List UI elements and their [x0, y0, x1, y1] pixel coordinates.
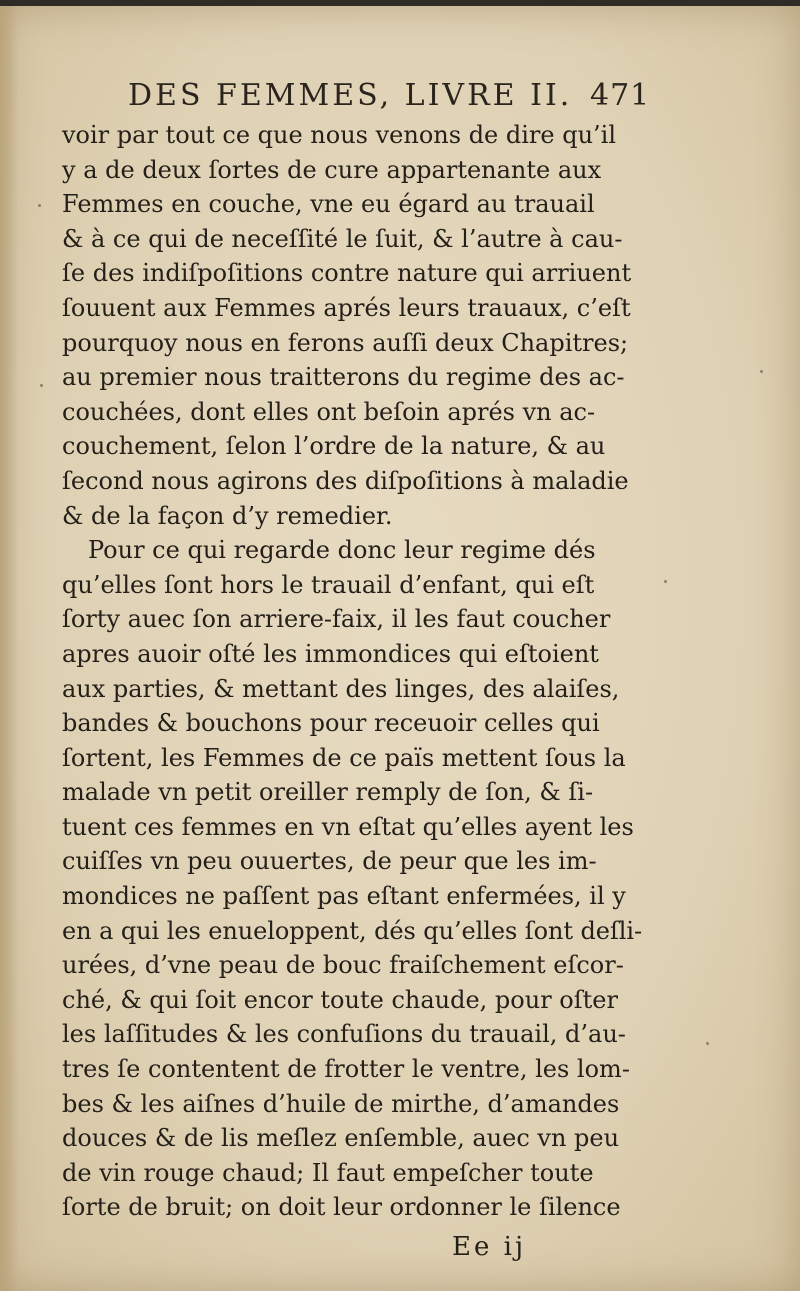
text-line: les laſſitudes & les confuſions du trauail, d’au-	[62, 1020, 626, 1049]
paper-speck	[38, 204, 41, 207]
text-line: bandes & bouchons pour receuoir celles qui	[62, 709, 600, 738]
text-line: tres ſe contentent de frotter le ventre, les lom-	[62, 1055, 630, 1084]
paper-speck	[760, 370, 763, 373]
paper-speck	[664, 580, 667, 583]
text-line: aux parties, & mettant des linges, des alaiſes,	[62, 674, 620, 703]
paper-speck	[40, 384, 43, 387]
body-text	[62, 118, 642, 1225]
text-line: & de la façon d’y remedier.	[62, 501, 393, 530]
text-line: au premier nous traitterons du regime des ac-	[62, 363, 625, 392]
signature-mark: Ee ij	[452, 1232, 527, 1262]
text-line: ſecond nous agirons des diſpoſitions à maladie	[62, 466, 629, 495]
text-line: malade vn petit oreiller remply de ſon, & ſi-	[62, 778, 594, 807]
text-line: Femmes en couche, vne eu égard au trauail	[62, 190, 595, 219]
text-line: ſortent, les Femmes de ce païs mettent ſous la	[62, 743, 626, 772]
text-line: urées, d’vne peau de bouc fraiſchement eſcor-	[62, 951, 624, 980]
page-number: 471	[590, 78, 651, 113]
text-line: ſorty auec ſon arriere-faix, il les faut coucher	[62, 605, 611, 634]
running-header	[128, 78, 651, 122]
text-line: ſe des indiſpoſitions contre nature qui arriuent	[62, 259, 632, 288]
page-gutter	[0, 6, 18, 1291]
text-line: cuiſſes vn peu ouuertes, de peur que les im-	[62, 847, 597, 876]
text-line: y a de deux ſortes de cure appartenante aux	[62, 155, 602, 184]
text-line: apres auoir oſté les immondices qui eſtoient	[62, 639, 599, 668]
paper-speck	[706, 1042, 709, 1045]
text-line: de vin rouge chaud; Il faut empeſcher toute	[62, 1158, 594, 1187]
text-line: en a qui les enueloppent, dés qu’elles ſont deſli-	[62, 916, 643, 945]
running-title: DES FEMMES, LIVRE II.	[128, 78, 573, 113]
text-line: couchement, ſelon l’ordre de la nature, & au	[62, 432, 606, 461]
paragraph-start-line: Pour ce qui regarde donc leur regime dés	[88, 536, 596, 565]
text-line: ſouuent aux Femmes aprés leurs trauaux, c’eſt	[62, 293, 631, 322]
text-line: ſorte de bruit; on doit leur ordonner le ſilence	[62, 1193, 621, 1222]
text-line: & à ce qui de neceſſité le ſuit, & l’autre à cau-	[62, 224, 623, 253]
text-line: mondices ne paſſent pas eſtant enfermées, il y	[62, 882, 626, 911]
text-line: voir par tout ce que nous venons de dire qu’il	[62, 121, 617, 149]
text-line: ché, & qui ſoit encor toute chaude, pour oſter	[62, 985, 618, 1014]
text-line: bes & les aiſnes d’huile de mirthe, d’amandes	[62, 1089, 620, 1118]
text-line: tuent ces femmes en vn eſtat qu’elles ayent les	[62, 812, 634, 841]
book-page	[0, 6, 800, 1291]
text-line: couchées, dont elles ont beſoin aprés vn ac-	[62, 397, 596, 426]
text-line: pourquoy nous en ferons auſſi deux Chapitres;	[62, 328, 629, 357]
text-line: qu’elles ſont hors le trauail d’enfant, qui eſt	[62, 570, 595, 599]
text-line: douces & de lis meſlez enſemble, auec vn peu	[62, 1124, 620, 1153]
